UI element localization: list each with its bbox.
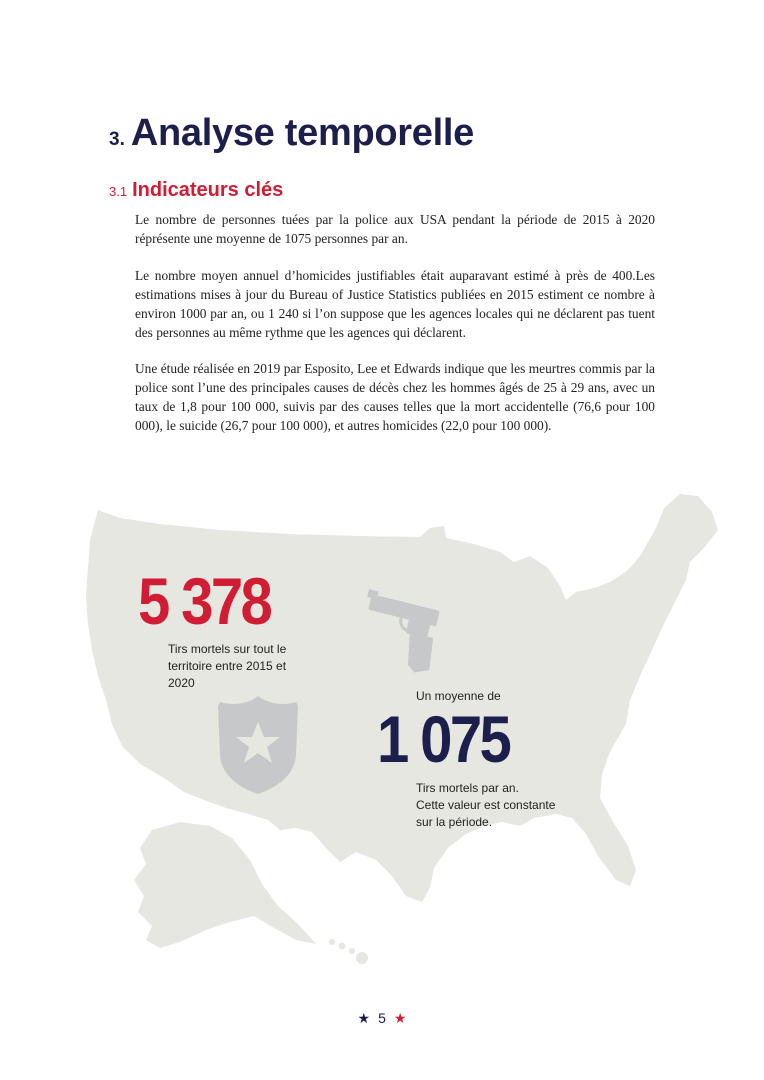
paragraph-2: Le nombre moyen annuel d’homicides justifiables était auparavant estimé à près de 400.Les estimations mises à jour du Bureau of Justice Statistics publiées en 2015 estiment ce nombre à environ 1000 par an, ou 1 240 si l’on suppose que les agences locales qui ne déclarent pas tuent des personnes au même rythme que les agences qui déclarent.: [135, 268, 655, 340]
stat2-caption-line2: Cette valeur est constante: [416, 798, 556, 812]
stat1-caption: Tirs mortels sur tout le territoire entre 2015 et 2020: [168, 642, 287, 690]
footer-star-right-icon: ★: [393, 1010, 407, 1026]
page-number: 5: [378, 1010, 386, 1026]
page-footer: [0, 1010, 764, 1027]
stat2-caption-line3: sur la période.: [416, 815, 493, 829]
section-title: Analyse temporelle: [130, 112, 474, 154]
alaska-icon: [134, 822, 316, 948]
stat1-value: 5 378: [138, 564, 271, 638]
footer-star-left-icon: ★: [357, 1010, 371, 1026]
hawaii-icon: [329, 939, 368, 964]
stat2-prefix: Un moyenne de: [416, 689, 501, 703]
section-number: 3.: [109, 129, 125, 150]
stat2-caption-line1: Tirs mortels par an.: [416, 781, 519, 795]
subsection-title: Indicateurs clés: [132, 179, 284, 201]
subsection-number: 3.1: [109, 184, 128, 199]
stat2-caption: [416, 780, 586, 831]
stat2-value: 1 075: [377, 702, 510, 776]
paragraph-3: Une étude réalisée en 2019 par Esposito, Lee et Edwards indique que les meurtres commis par la police sont l’une des principales causes de décès chez les hommes âgés de 25 à 29 ans, avec un taux de 1,8 pour 100 000, suivis par des causes telles que la mort accidentelle (76,6 pour 100 000), le suicide (26,7 pour 100 000), et autres homicides (22,0 pour 100 000).: [135, 361, 655, 433]
paragraph-1: Le nombre de personnes tuées par la police aux USA pendant la période de 2015 à 2020 réprésente une moyenne de 1075 personnes par an.: [135, 212, 655, 246]
